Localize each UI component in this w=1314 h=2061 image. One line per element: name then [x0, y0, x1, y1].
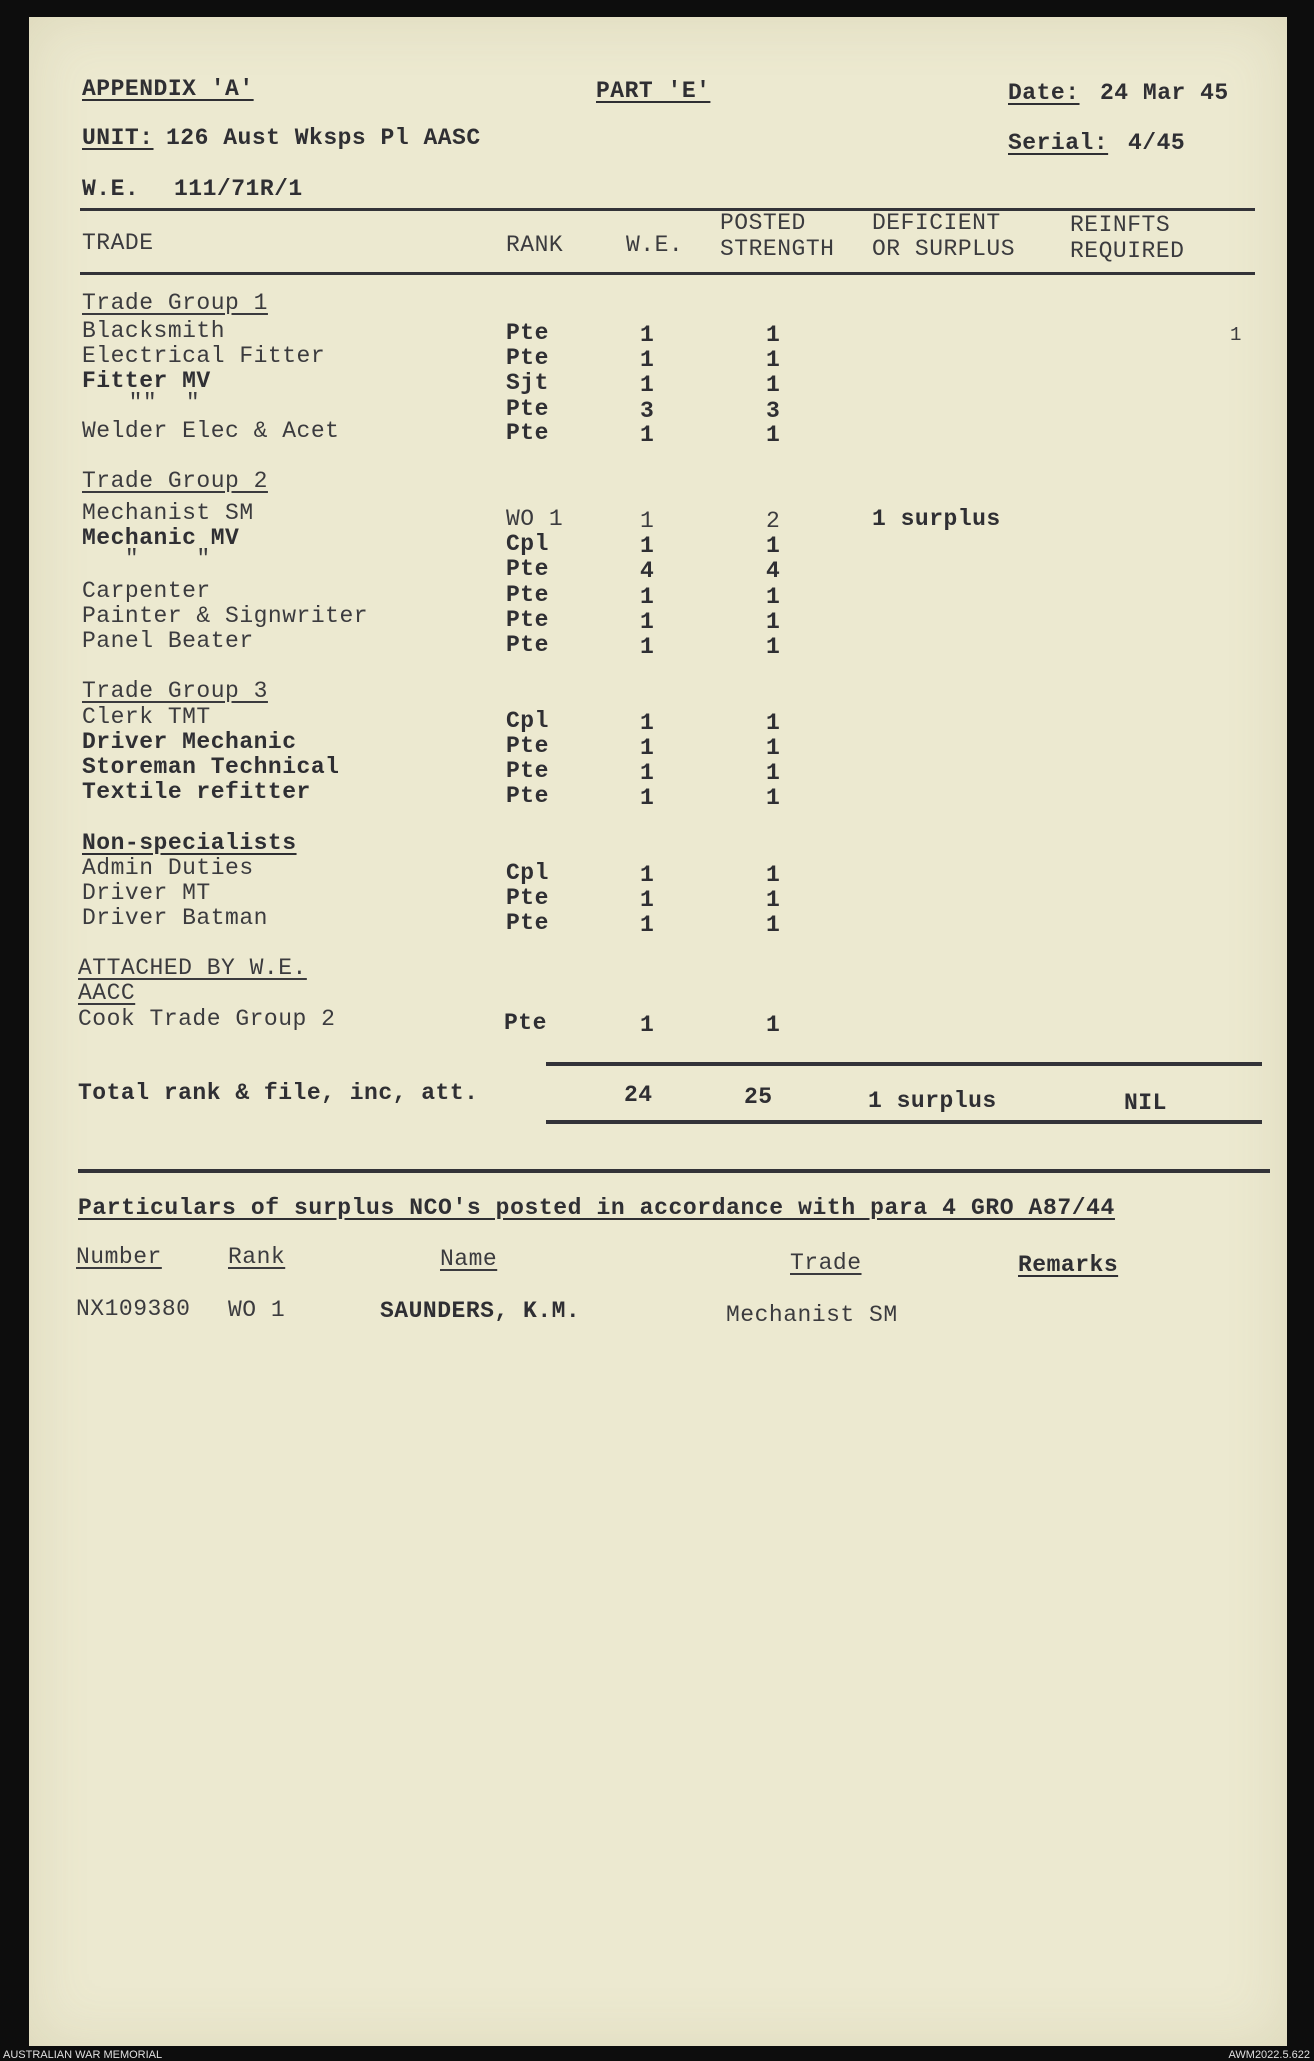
attached-title: ATTACHED BY W.E.: [78, 955, 307, 981]
trade-cell: Welder Elec & Acet: [82, 418, 340, 444]
col-deficient-2: OR SURPLUS: [872, 236, 1016, 262]
trade-cell: Panel Beater: [82, 628, 254, 654]
we-cell: 1: [640, 347, 655, 373]
we-cell: 1: [640, 533, 655, 559]
trade-cell: Fitter MV: [82, 368, 211, 394]
posted-cell: 1: [766, 372, 781, 398]
appendix-label: APPENDIX 'A': [82, 76, 254, 102]
attached-subtitle: AACC: [78, 980, 136, 1006]
rank-cell: Sjt: [506, 370, 549, 396]
col-deficient-1: DEFICIENT: [872, 210, 1001, 236]
we-cell: 1: [640, 887, 655, 913]
posted-cell: 1: [766, 1012, 781, 1038]
col-reinfts-2: REQUIRED: [1070, 238, 1185, 264]
trade-cell: Carpenter: [82, 578, 211, 604]
rank-cell: Cpl: [506, 860, 549, 886]
rank-cell: Pte: [506, 910, 549, 936]
footer-credit: AUSTRALIAN WAR MEMORIAL: [3, 2049, 163, 2061]
totals-label: Total rank & file, inc, att.: [78, 1080, 479, 1106]
unit-label: UNIT:: [82, 125, 154, 151]
col-posted-2: STRENGTH: [720, 236, 835, 262]
rank-cell: Pte: [504, 1010, 547, 1036]
trade-cell: Textile refitter: [82, 779, 311, 805]
section-divider: [78, 1169, 1270, 1173]
rank-cell: Pte: [506, 345, 549, 371]
we-cell: 1: [640, 508, 655, 534]
particulars-title: Particulars of surplus NCO's posted in accordance with para 4 GRO A87/44: [78, 1195, 1115, 1221]
we-cell: 1: [640, 760, 655, 786]
col-trade: TRADE: [82, 230, 154, 256]
trade-cell: Blacksmith: [82, 318, 226, 344]
we-cell: 1: [640, 322, 655, 348]
rank-cell: Pte: [506, 607, 549, 633]
posted-cell: 1: [766, 887, 781, 913]
trade-cell: "" ": [100, 390, 201, 416]
rank-cell: Pte: [506, 556, 549, 582]
particulars-col-name: Name: [440, 1246, 498, 1272]
trade-cell: Mechanic MV: [82, 525, 240, 551]
we-cell: 1: [640, 862, 655, 888]
posted-cell: 1: [766, 862, 781, 888]
particulars-col-trade: Trade: [790, 1250, 862, 1276]
trade-cell: Storeman Technical: [82, 754, 340, 780]
section-title: Non-specialists: [82, 830, 297, 856]
totals-reinfts: NIL: [1124, 1090, 1167, 1116]
col-posted-1: POSTED: [720, 210, 806, 236]
we-cell: 1: [640, 584, 655, 610]
col-reinfts-1: REINFTS: [1070, 212, 1171, 238]
rank-cell: Pte: [506, 758, 549, 784]
particulars-col-rank: Rank: [228, 1244, 286, 1270]
particulars-number: NX109380: [76, 1296, 191, 1322]
particulars-col-number: Number: [76, 1244, 162, 1270]
totals-rule-bottom: [546, 1120, 1262, 1124]
we-cell: 3: [640, 398, 655, 424]
trade-cell: Driver MT: [82, 880, 211, 906]
rank-cell: Pte: [506, 885, 549, 911]
header-rule-bottom: [80, 272, 1255, 275]
date-value: 24 Mar 45: [1100, 80, 1229, 106]
we-cell: 1: [640, 735, 655, 761]
totals-posted: 25: [744, 1084, 773, 1110]
trade-cell: Admin Duties: [82, 855, 254, 881]
rank-cell: WO 1: [506, 506, 564, 532]
rank-cell: Pte: [506, 783, 549, 809]
we-cell: 1: [640, 372, 655, 398]
header-rule-top: [80, 208, 1255, 211]
totals-rule-top: [546, 1062, 1262, 1066]
posted-cell: 1: [766, 710, 781, 736]
trade-cell: Cook Trade Group 2: [78, 1006, 336, 1032]
posted-cell: 1: [766, 584, 781, 610]
margin-mark: 1: [1230, 324, 1242, 346]
posted-cell: 1: [766, 785, 781, 811]
rank-cell: Pte: [506, 396, 549, 422]
posted-cell: 1: [766, 609, 781, 635]
posted-cell: 2: [766, 508, 781, 534]
part-label: PART 'E': [596, 78, 711, 104]
particulars-rank: WO 1: [228, 1297, 286, 1323]
deficient-cell: 1 surplus: [872, 506, 1001, 532]
rank-cell: Pte: [506, 582, 549, 608]
we-cell: 1: [640, 912, 655, 938]
we-cell: 1: [640, 1012, 655, 1038]
particulars-name: SAUNDERS, K.M.: [380, 1298, 581, 1324]
trade-cell: Mechanist SM: [82, 500, 254, 526]
trade-cell: Painter & Signwriter: [82, 603, 369, 629]
we-cell: 1: [640, 609, 655, 635]
we-cell: 4: [640, 558, 655, 584]
rank-cell: Cpl: [506, 531, 549, 557]
rank-cell: Pte: [506, 320, 549, 346]
serial-value: 4/45: [1128, 130, 1186, 156]
we-cell: 1: [640, 634, 655, 660]
totals-deficient: 1 surplus: [868, 1088, 997, 1114]
posted-cell: 1: [766, 347, 781, 373]
posted-cell: 1: [766, 735, 781, 761]
posted-cell: 1: [766, 912, 781, 938]
serial-label: Serial:: [1008, 130, 1109, 156]
particulars-col-remarks: Remarks: [1018, 1252, 1119, 1278]
totals-we: 24: [624, 1082, 653, 1108]
rank-cell: Pte: [506, 632, 549, 658]
footer-accession: AWM2022.5.622: [1228, 2049, 1310, 2061]
particulars-trade: Mechanist SM: [726, 1302, 898, 1328]
posted-cell: 4: [766, 558, 781, 584]
trade-cell: Driver Batman: [82, 905, 268, 931]
posted-cell: 1: [766, 760, 781, 786]
unit-value: 126 Aust Wksps Pl AASC: [166, 125, 481, 151]
rank-cell: Pte: [506, 420, 549, 446]
posted-cell: 3: [766, 398, 781, 424]
col-we: W.E.: [626, 232, 684, 258]
posted-cell: 1: [766, 634, 781, 660]
trade-cell: Clerk TMT: [82, 704, 211, 730]
we-label: W.E.: [82, 176, 140, 202]
trade-cell: " ": [82, 546, 211, 572]
section-title: Trade Group 1: [82, 290, 268, 316]
section-title: Trade Group 3: [82, 678, 268, 704]
date-label: Date:: [1008, 80, 1080, 106]
we-cell: 1: [640, 710, 655, 736]
col-rank: RANK: [506, 232, 564, 258]
posted-cell: 1: [766, 533, 781, 559]
rank-cell: Pte: [506, 733, 549, 759]
posted-cell: 1: [766, 322, 781, 348]
we-value: 111/71R/1: [174, 176, 303, 202]
rank-cell: Cpl: [506, 708, 549, 734]
posted-cell: 1: [766, 422, 781, 448]
trade-cell: Electrical Fitter: [82, 343, 326, 369]
we-cell: 1: [640, 422, 655, 448]
we-cell: 1: [640, 785, 655, 811]
trade-cell: Driver Mechanic: [82, 729, 297, 755]
section-title: Trade Group 2: [82, 468, 268, 494]
